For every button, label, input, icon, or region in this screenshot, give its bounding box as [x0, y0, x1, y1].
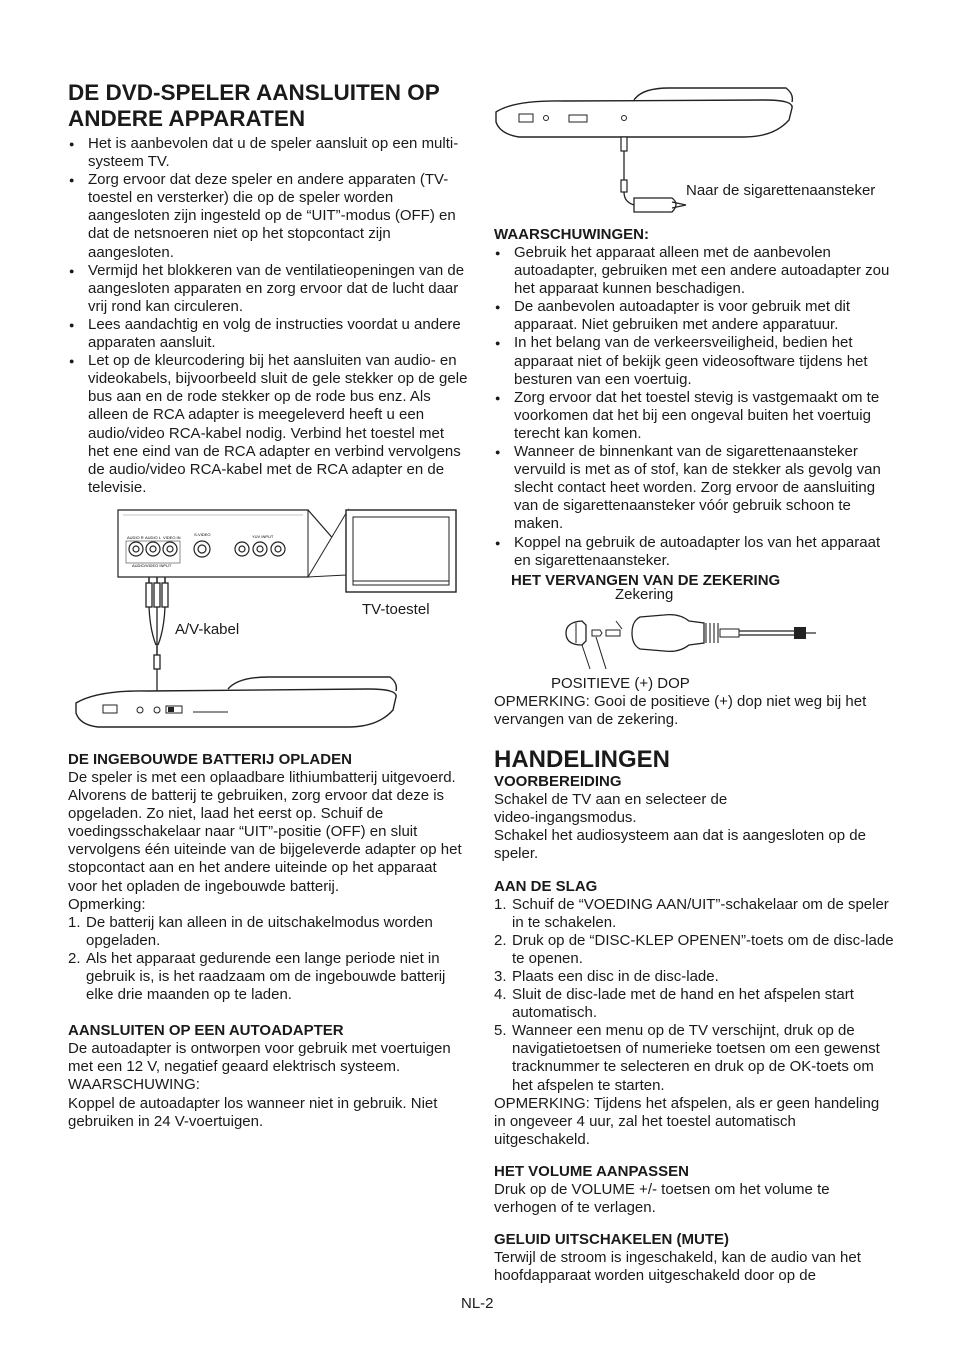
- battery-note-label: Opmerking:: [68, 895, 146, 913]
- prep-heading: VOORBEREIDING: [494, 773, 622, 791]
- car-adapter-body: De autoadapter is ontworpen voor gebruik met voertuigen met een 12 V, negatief geaard elektrisch systeem.: [68, 1040, 451, 1076]
- prep-line: Schakel het audiosysteem aan dat is aangesloten op de speler.: [494, 827, 866, 863]
- start-heading: AAN DE SLAG: [494, 877, 598, 895]
- panel-label: AUDIO/VIDEO INPUT: [132, 563, 172, 568]
- tv-set-label: TV-toestel: [362, 601, 430, 618]
- right-column: [494, 226, 894, 590]
- list-item: ● Gebruik het apparaat alleen met de aanbevolen autoadapter, gebruiken met een andere autoadapter zou het apparaat kunnen beschadigen.: [494, 244, 894, 298]
- panel-label: YUV INPUT: [252, 534, 274, 539]
- fuse-note: OPMERKING: Gooi de positieve (+) dop niet weg bij het vervangen van de zekering.: [494, 693, 867, 729]
- fuse-figure: [494, 585, 894, 697]
- connect-bullet-list: [68, 135, 468, 497]
- warnings-heading: WAARSCHUWINGEN:: [494, 226, 649, 243]
- list-item: 4. Sluit de disc-lade met de hand en het afspelen start automatisch.: [494, 986, 854, 1022]
- list-item: ● In het belang van de verkeersveiligheid, bedien het apparaat niet of bekijk geen videosoftware tijdens het besturen van een voertuig.: [494, 334, 894, 388]
- page-number: NL-2: [461, 1295, 494, 1312]
- fuse-heading: HET VERVANGEN VAN DE ZEKERING: [511, 571, 781, 589]
- mute-text: Terwijl de stroom is ingeschakeld, kan de audio van het hoofdapparaat worden uitgeschakeld door op de: [494, 1249, 861, 1285]
- panel-label: AUDIO L: [145, 535, 162, 540]
- list-item: ● Zorg ervoor dat deze speler en andere apparaten (TV-toestel en versterker) die op de speler worden aangesloten zijn ingesteld op de “UIT”-modus (OFF) en dat de netsnoeren niet op het stopcontact zijn aangesloten.: [68, 171, 468, 261]
- panel-label: VIDEO IN: [163, 535, 181, 540]
- section-title-connect: DE DVD-SPELER AANSLUITEN OP ANDERE APPARATEN: [68, 80, 440, 131]
- car-warning-label: WAARSCHUWING:: [68, 1076, 200, 1094]
- list-item: 3. Plaats een disc in de disc-lade.: [494, 967, 719, 985]
- battery-section: [68, 751, 468, 1131]
- car-adapter-heading: AANSLUITEN OP EEN AUTOADAPTER: [68, 1022, 344, 1040]
- operations-section: [494, 693, 894, 1285]
- car-adapter-figure: [494, 80, 894, 220]
- list-item: ● De aanbevolen autoadapter is voor gebruik met dit apparaat. Niet gebruiken met andere apparatuur.: [494, 298, 894, 334]
- list-item: ● Koppel na gebruik de autoadapter los van het apparaat en sigarettenaansteker.: [494, 534, 894, 570]
- list-item: ● Wanneer de binnenkant van de sigarettenaansteker vervuild is met as of stof, kan de stekker als gevolg van slecht contact heet worden. Zorg ervoor de aansluiting van de sigarettenaansteker vóór gebruik schoon te maken.: [494, 443, 894, 533]
- list-item: ● Zorg ervoor dat het toestel stevig is vastgemaakt om te voorkomen dat het bij een ongeval buiten het voertuig terecht kan komen.: [494, 389, 894, 443]
- positive-cap-label: POSITIEVE (+) DOP: [551, 675, 690, 692]
- car-warning-text: Koppel de autoadapter los wanneer niet in gebruik. Niet gebruiken in 24 V-voertuigen.: [68, 1094, 438, 1130]
- prep-line: video-ingangsmodus.: [494, 809, 637, 827]
- av-connection-figure: [68, 505, 468, 740]
- battery-body: De speler is met een oplaadbare lithiumbatterij uitgevoerd. Alvorens de batterij te gebruiken, zorg ervoor dat deze is opgeladen. Zo niet, laad het eerst op. Schuif de voedingsschakelaar naar “UIT”-positie (OFF) en sluit vervolgens één uiteinde van de bijgeleverde adapter op het stopcontact aan en het andere uiteinde op het apparaat voor het opladen de ingebouwde batterij.: [68, 769, 462, 895]
- panel-label: S-VIDEO: [194, 532, 211, 537]
- list-item: ● Lees aandachtig en volg de instructies voordat u andere apparaten aansluit.: [68, 316, 468, 352]
- battery-heading: DE INGEBOUWDE BATTERIJ OPLADEN: [68, 751, 352, 768]
- volume-heading: HET VOLUME AANPASSEN: [494, 1162, 690, 1180]
- list-item: ● Het is aanbevolen dat u de speler aansluit op een multi-systeem TV.: [68, 135, 468, 171]
- list-item: ● Vermijd het blokkeren van de ventilatieopeningen van de aangesloten apparaten en zorg ervoor dat de lucht daar vrij rond kan circuleren.: [68, 262, 468, 316]
- warnings-list: [494, 244, 894, 570]
- list-item: 1. De batterij kan alleen in de uitschakelmodus worden opgeladen.: [68, 913, 433, 949]
- list-item: 5. Wanneer een menu op de TV verschijnt, druk op de navigatietoetsen of numerieke toetsen om een gewenst tracknummer te selecteren en druk op de OK-toets om het afspelen te starten.: [494, 1022, 880, 1094]
- mute-heading: GELUID UITSCHAKELEN (MUTE): [494, 1231, 729, 1249]
- prep-line: Schakel de TV aan en selecteer de: [494, 791, 728, 809]
- panel-label: AUDIO R: [127, 535, 144, 540]
- battery-note-list: [68, 914, 468, 1004]
- cigarette-lighter-label: Naar de sigarettenaansteker: [686, 182, 876, 199]
- av-cable-label: A/V-kabel: [175, 621, 240, 638]
- av-connection-diagram: [68, 505, 468, 740]
- start-note: OPMERKING: Tijdens het afspelen, als er geen handeling in ongeveer 4 uur, zal het toestel automatisch uitgeschakeld.: [494, 1094, 880, 1148]
- list-item: 2. Druk op de “DISC-KLEP OPENEN”-toets om de disc-lade te openen.: [494, 931, 894, 967]
- list-item: 2. Als het apparaat gedurende een lange periode niet in gebruik is, is het raadzaam om de ingebouwde batterij elke drie maanden op te laden.: [68, 949, 446, 1004]
- volume-text: Druk op de VOLUME +/- toetsen om het volume te verhogen of te verlagen.: [494, 1180, 830, 1216]
- start-list: [494, 896, 894, 1095]
- left-column: [68, 80, 468, 497]
- fuse-label: Zekering: [615, 586, 674, 603]
- list-item: 1. Schuif de “VOEDING AAN/UIT”-schakelaar om de speler in te schakelen.: [494, 895, 889, 931]
- operations-title: HANDELINGEN: [494, 746, 671, 774]
- list-item: ● Let op de kleurcodering bij het aansluiten van audio- en videokabels, bijvoorbeeld sluit de gele stekker op de gele bus aan en de rode stekker op de rode bus enz. Als alleen de RCA adapter is meegeleverd heeft u een audio/video RCA-kabel nodig. Verbind het toestel met het ene eind van de RCA adapter en verbind vervolgens de audio/video RCA-kabel met de RCA adapter en de televisie.: [68, 352, 468, 497]
